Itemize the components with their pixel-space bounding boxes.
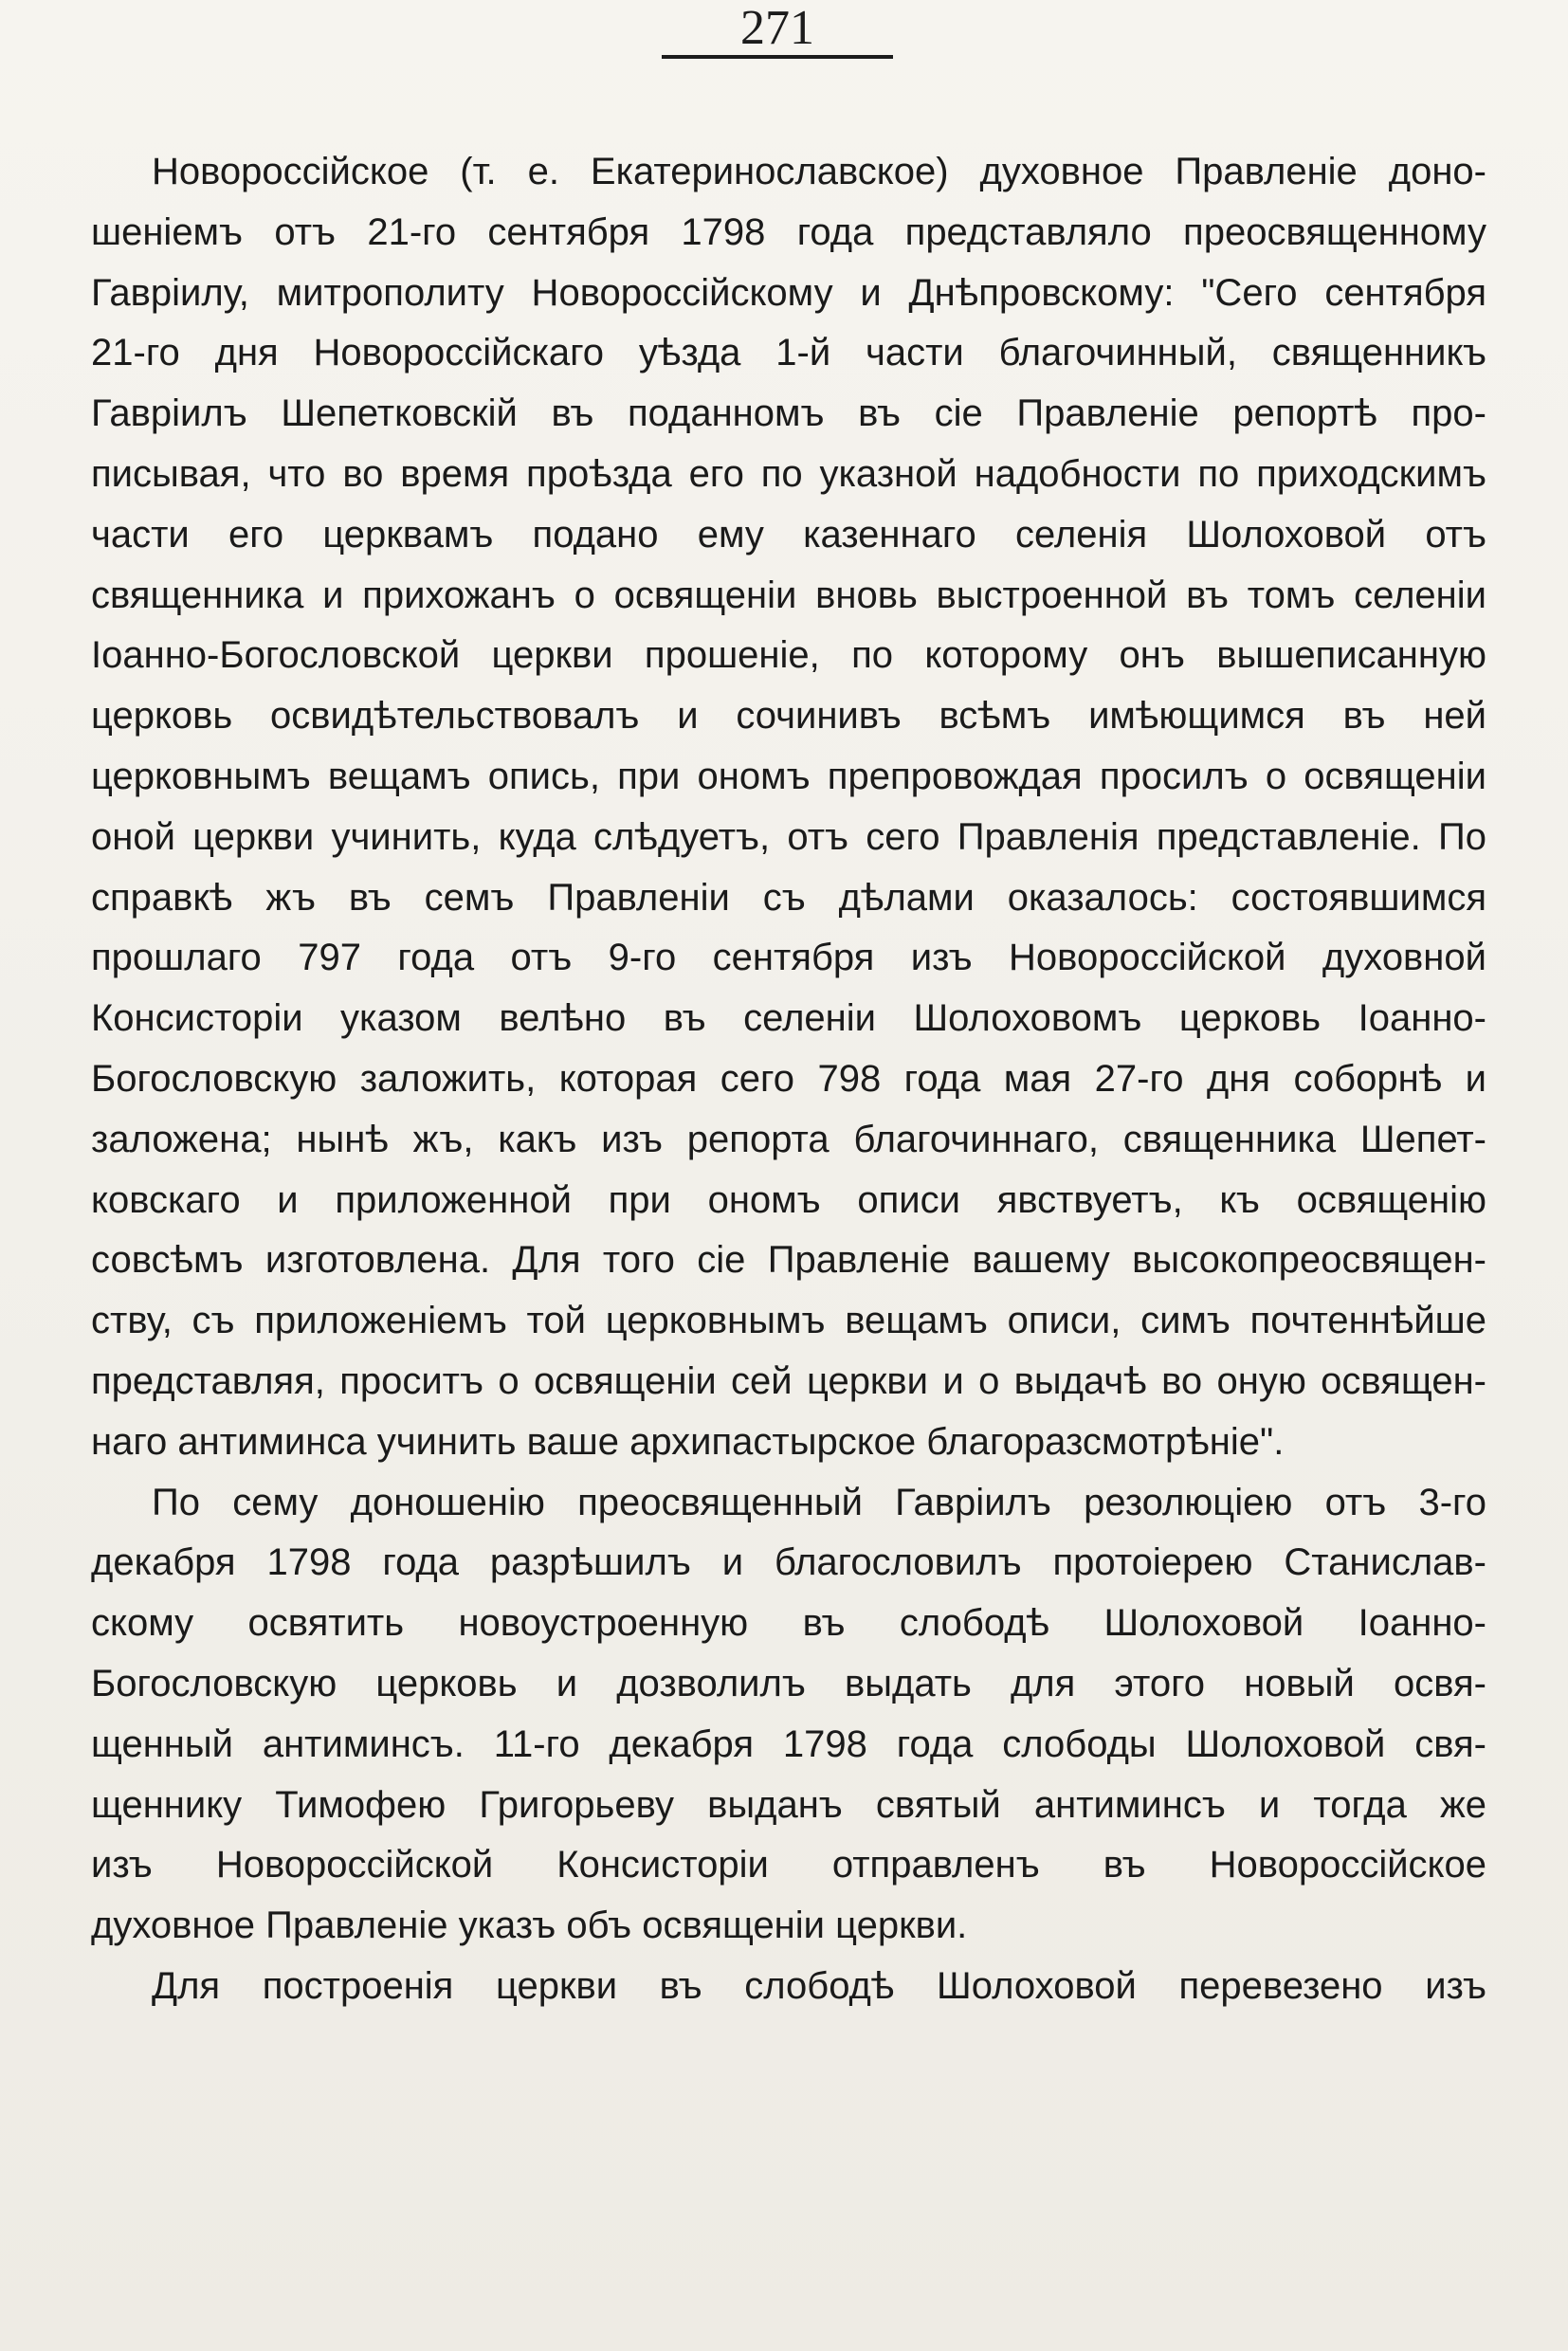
text-line: ковскаго и приложенной при ономъ описи явствуетъ, къ освященію [91, 1178, 1486, 1221]
body-text [91, 142, 1486, 2017]
text-line: ству, съ приложеніемъ той церковнымъ вещамъ описи, симъ почтеннѣйше [91, 1300, 1486, 1342]
text-line: По сему доношенію преосвященный Гавріилъ резолюціею отъ 3-го [152, 1481, 1486, 1523]
text-line: совсѣмъ изготовлена. Для того сіе Правленіе вашему высокопреосвящен- [91, 1239, 1486, 1282]
text-line: 21-го дня Новороссійскаго уѣзда 1-й части благочинный, священникъ [91, 332, 1486, 374]
text-line: щенный антиминсъ. 11-го декабря 1798 года слободы Шолоховой свя- [91, 1722, 1486, 1765]
text-line: духовное Правленіе указъ объ освященіи церкви. [91, 1904, 968, 1947]
text-line: Гавріилу, митрополиту Новороссійскому и Днѣпровскому: "Сего сентября [91, 271, 1486, 314]
text-line: Гавріилъ Шепетковскій въ поданномъ въ сіе Правленіе репортѣ про- [91, 392, 1486, 435]
text-line: заложена; нынѣ жъ, какъ изъ репорта благочиннаго, священника Шепет- [91, 1118, 1486, 1160]
text-line: Для построенія церкви въ слободѣ Шолоховой перевезено изъ [152, 1964, 1486, 2007]
text-line: наго антиминса учинить ваше архипастырское благоразсмотрѣніе". [91, 1420, 1285, 1463]
text-line: представляя, проситъ о освященіи сей церкви и о выдачѣ во оную освящен- [91, 1359, 1486, 1402]
text-line: скому освятить новоустроенную въ слободѣ Шолоховой Іоанно- [91, 1602, 1486, 1645]
text-line: декабря 1798 года разрѣшилъ и благословилъ протоіерею Станислав- [91, 1541, 1486, 1584]
text-line: справкѣ жъ въ семъ Правленіи съ дѣлами оказалось: состоявшимся [91, 876, 1486, 919]
text-line: Новороссійское (т. е. Екатеринославское) духовное Правленіе доно- [152, 151, 1486, 192]
text-line: Консисторіи указом велѣно въ селеніи Шолоховомъ церковь Іоанно- [91, 997, 1486, 1040]
text-line: Іоанно-Богословской церкви прошеніе, по которому онъ вышеписанную [91, 634, 1486, 677]
page-number: 271 [740, 1, 814, 55]
text-line: части его церквамъ подано ему казеннаго селенія Шолоховой отъ [91, 513, 1486, 556]
text-line: щеннику Тимофею Григорьеву выданъ святый антиминсъ и тогда же [91, 1783, 1486, 1826]
text-line: Богословскую заложить, которая сего 798 года мая 27-го дня соборнѣ и [91, 1057, 1486, 1100]
text-line: оной церкви учинить, куда слѣдуетъ, отъ сего Правленія представленіе. По [91, 815, 1486, 858]
text-line: прошлаго 797 года отъ 9-го сентября изъ Новороссійской духовной [91, 937, 1486, 979]
text-line: Богословскую церковь и дозволилъ выдать для этого новый освя- [91, 1662, 1486, 1704]
page-number-rule [662, 55, 893, 59]
text-line: церковь освидѣтельствовалъ и сочинивъ всѣмъ имѣющимся въ ней [91, 695, 1486, 738]
text-line: писывая, что во время проѣзда его по указной надобности по приходскимъ [91, 452, 1486, 495]
text-line: церковнымъ вещамъ опись, при ономъ препровождая просилъ о освященіи [91, 755, 1486, 797]
text-line: шеніемъ отъ 21-го сентября 1798 года представляло преосвященному [91, 210, 1486, 253]
text-line: священника и прихожанъ о освященіи вновь выстроенной въ томъ селеніи [91, 574, 1486, 616]
text-line: изъ Новороссійской Консисторіи отправленъ въ Новороссійское [91, 1844, 1486, 1886]
